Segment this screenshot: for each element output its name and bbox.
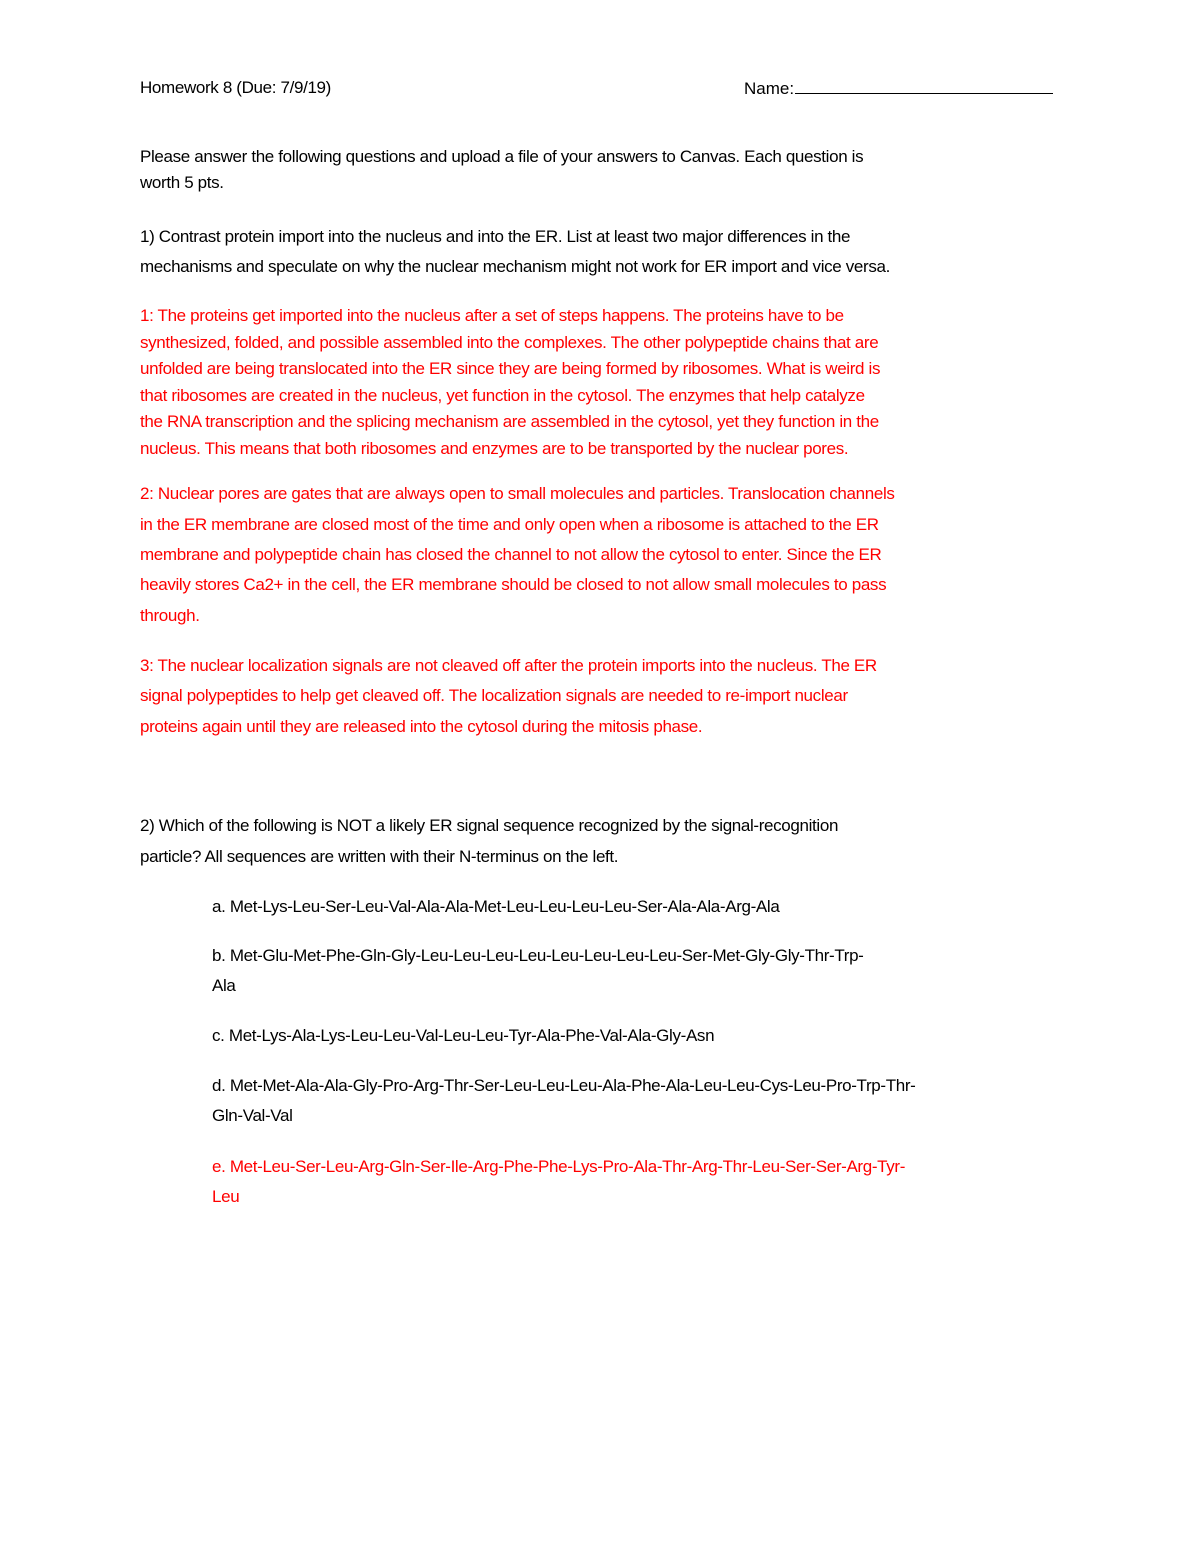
answer3-line: 3: The nuclear localization signals are not cleaved off after the protein imports into the nucleus. The ER	[140, 656, 877, 675]
option-a: a. Met-Lys-Leu-Ser-Leu-Val-Ala-Ala-Met-Leu-Leu-Leu-Leu-Ser-Ala-Ala-Arg-Ala	[212, 897, 780, 916]
option-b-line-2: Ala	[212, 976, 236, 995]
instructions-line-2: worth 5 pts.	[140, 173, 224, 192]
question1-prompt-line-2: mechanisms and speculate on why the nuclear mechanism might not work for ER import and vice versa.	[140, 257, 890, 276]
answer3-line: signal polypeptides to help get cleaved off. The localization signals are needed to re-import nuclear	[140, 686, 848, 705]
answer2-line: through.	[140, 606, 200, 625]
name-field	[744, 75, 1053, 102]
answer1-line: 1: The proteins get imported into the nucleus after a set of steps happens. The proteins have to be	[140, 306, 844, 325]
answer1-line: synthesized, folded, and possible assembled into the complexes. The other polypeptide chains that are	[140, 333, 879, 352]
option-d-line-1: d. Met-Met-Ala-Ala-Gly-Pro-Arg-Thr-Ser-Leu-Leu-Leu-Ala-Phe-Ala-Leu-Leu-Cys-Leu-Pro-Trp-Thr-	[212, 1076, 916, 1095]
question1-prompt-line-1: 1) Contrast protein import into the nucleus and into the ER. List at least two major differences in the	[140, 227, 851, 246]
question2-prompt-line-2: particle? All sequences are written with their N-terminus on the left.	[140, 847, 619, 866]
answer2-line: in the ER membrane are closed most of the time and only open when a ribosome is attached to the ER	[140, 515, 879, 534]
answer1-line: unfolded are being translocated into the ER since they are being formed by ribosomes. What is weird is	[140, 359, 881, 378]
answer1-line: the RNA transcription and the splicing mechanism are assembled in the cytosol, yet they function in the	[140, 412, 879, 431]
answer1-line: that ribosomes are created in the nucleus, yet function in the cytosol. The enzymes that help catalyze	[140, 386, 865, 405]
option-b-line-1: b. Met-Glu-Met-Phe-Gln-Gly-Leu-Leu-Leu-Leu-Leu-Leu-Leu-Leu-Ser-Met-Gly-Gly-Thr-Trp-	[212, 946, 864, 965]
option-d-line-2: Gln-Val-Val	[212, 1106, 293, 1125]
instructions-line-1: Please answer the following questions and upload a file of your answers to Canvas. Each question is	[140, 147, 864, 166]
answer2-line: heavily stores Ca2+ in the cell, the ER membrane should be closed to not allow small molecules to pass	[140, 575, 887, 594]
name-blank-line	[795, 75, 1053, 94]
name-label: Name:	[744, 79, 795, 98]
answer3-line: proteins again until they are released into the cytosol during the mitosis phase.	[140, 717, 703, 736]
option-c: c. Met-Lys-Ala-Lys-Leu-Leu-Val-Leu-Leu-Tyr-Ala-Phe-Val-Ala-Gly-Asn	[212, 1026, 715, 1045]
answer2-line: membrane and polypeptide chain has closed the channel to not allow the cytosol to enter. Since the ER	[140, 545, 882, 564]
option-e-selected-line-2: Leu	[212, 1187, 240, 1206]
answer1-line: nucleus. This means that both ribosomes and enzymes are to be transported by the nuclear pores.	[140, 439, 849, 458]
homework-title: Homework 8 (Due: 7/9/19)	[140, 78, 331, 97]
option-e-selected-line-1: e. Met-Leu-Ser-Leu-Arg-Gln-Ser-Ile-Arg-Phe-Phe-Lys-Pro-Ala-Thr-Arg-Thr-Leu-Ser-Ser-Arg-Tyr-	[212, 1157, 906, 1176]
question2-prompt-line-1: 2) Which of the following is NOT a likely ER signal sequence recognized by the signal-recognition	[140, 816, 839, 835]
answer2-line: 2: Nuclear pores are gates that are always open to small molecules and particles. Translocation channels	[140, 484, 895, 503]
